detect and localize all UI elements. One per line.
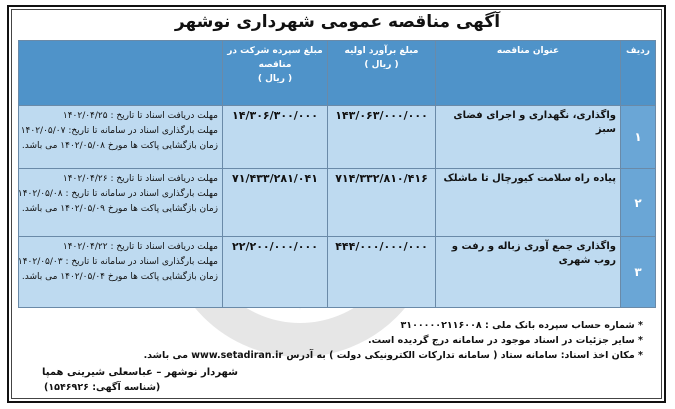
row-subject: واگذاری، نگهداری و اجرای فضای سبز bbox=[436, 106, 621, 169]
header-deposit bbox=[223, 41, 328, 106]
row-info-line: مهلت بارگذاری اسناد در سامانه تا تاریخ: ۱۴۰۲/۰۵/۰۷ bbox=[20, 126, 218, 136]
row-info-line: مهلت دریافت اسناد تا تاریخ : ۱۴۰۲/۰۴/۲۲ bbox=[62, 242, 218, 252]
footer-documents-location: * مکان اخذ اسناد: سامانه ستاد ( سامانه تدارکات الکترونیکی دولت ) به آدرس www.setadiran.ir می باشد. bbox=[143, 350, 643, 361]
row-info-line: مهلت دریافت اسناد تا تاریخ : ۱۴۰۲/۰۴/۲۶ bbox=[62, 174, 218, 184]
table-row bbox=[19, 237, 656, 308]
footer-details-note: * سایر جزئیات در اسناد موجود در سامانه درج گردیده است. bbox=[368, 335, 643, 346]
row-info-line: مهلت بارگذاری اسناد در سامانه تا تاریخ : ۱۴۰۲/۰۵/۰۳ bbox=[17, 257, 218, 267]
header-index: ردیف bbox=[621, 41, 656, 106]
row-estimate: ۱۴۳/۰۶۳/۰۰۰/۰۰۰ bbox=[328, 106, 436, 169]
row-subject: پیاده راه سلامت کیورچال تا ماشلک bbox=[436, 169, 621, 237]
row-deposit: ۷۱/۴۳۳/۲۸۱/۰۴۱ bbox=[223, 169, 328, 237]
row-info bbox=[19, 237, 223, 308]
tender-table bbox=[18, 40, 656, 308]
row-info-line: مهلت بارگذاری اسناد در سامانه تا تاریخ : ۱۴۰۲/۰۵/۰۸ bbox=[17, 189, 218, 199]
row-info-line: زمان بازگشایی پاکت ها مورخ ۱۴۰۲/۰۵/۰۸ می باشد. bbox=[21, 141, 218, 151]
header-estimate-label: مبلغ برآورد اولیه bbox=[344, 46, 419, 56]
header-estimate bbox=[328, 41, 436, 106]
row-index: ۳ bbox=[621, 237, 656, 308]
footer-bank-account: * شماره حساب سپرده بانک ملی : ۳۱۰۰۰۰۰۲۱۱۶۰۰۸ bbox=[400, 320, 643, 331]
header-deposit-label: مبلغ سپرده شرکت در مناقصه bbox=[227, 46, 323, 70]
row-estimate: ۴۴۴/۰۰۰/۰۰۰/۰۰۰ bbox=[328, 237, 436, 308]
table-row bbox=[19, 169, 656, 237]
table-row bbox=[19, 106, 656, 169]
header-info bbox=[19, 41, 223, 106]
row-index: ۲ bbox=[621, 169, 656, 237]
row-info-line: زمان بازگشایی پاکت ها مورخ ۱۴۰۲/۰۵/۰۴ می باشد. bbox=[21, 272, 218, 282]
row-info bbox=[19, 106, 223, 169]
row-index: ۱ bbox=[621, 106, 656, 169]
row-info bbox=[19, 169, 223, 237]
row-info-line: مهلت دریافت اسناد تا تاریخ : ۱۴۰۲/۰۴/۲۵ bbox=[62, 111, 218, 121]
row-info-line: زمان بازگشایی پاکت ها مورخ ۱۴۰۲/۰۵/۰۹ می باشد. bbox=[21, 204, 218, 214]
row-subject: واگذاری جمع آوری زباله و رفت و روب شهری bbox=[436, 237, 621, 308]
ad-number: (شناسه آگهی: ۱۵۴۶۹۲۶) bbox=[44, 382, 161, 393]
row-deposit: ۱۴/۳۰۶/۳۰۰/۰۰۰ bbox=[223, 106, 328, 169]
table-header-row bbox=[19, 41, 656, 106]
header-estimate-unit: ( ریال ) bbox=[364, 60, 399, 70]
row-deposit: ۲۲/۲۰۰/۰۰۰/۰۰۰ bbox=[223, 237, 328, 308]
page-title: آگهی مناقصه عمومی شهرداری نوشهر bbox=[174, 12, 501, 32]
header-subject: عنوان مناقصه bbox=[436, 41, 621, 106]
footer-notes bbox=[144, 318, 643, 363]
signer: شهردار نوشهر – عباسعلی شیرینی همپا bbox=[42, 367, 238, 378]
row-estimate: ۷۱۴/۳۳۲/۸۱۰/۴۱۶ bbox=[328, 169, 436, 237]
header-deposit-unit: ( ریال ) bbox=[257, 74, 293, 84]
